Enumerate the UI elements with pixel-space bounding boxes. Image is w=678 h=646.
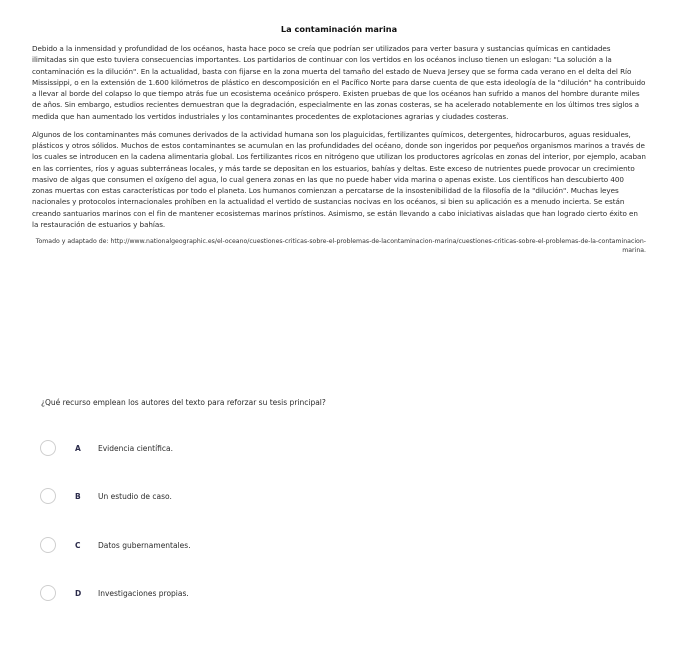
answer-option-a[interactable] bbox=[40, 438, 340, 458]
radio-button-b[interactable] bbox=[40, 488, 56, 504]
article-paragraph-2: Algunos de los contaminantes más comunes derivados de la actividad humana son los plaguicidas, fertilizantes químicos, detergentes, hidrocarburos, aguas residuales, plásticos y otros sólidos. Muchos de estos contaminantes se acumulan en las profundidades del océano, donde son ingeridos por pequeños organismos marinos a través de los cuales se introducen en la cadena alimentaria global. Los fertilizantes ricos en nitrógeno que utilizan los productores agrícolas en zonas del interior, por ejemplo, acaban en las corrientes, ríos y aguas subterráneas locales, y más tarde se depositan en los estuarios, bahías y deltas. Este exceso de nutrientes puede provocar un crecimiento masivo de algas que consumen el oxígeno del agua, lo cual genera zonas en las que no puede haber vida marina o apenas existe. Los científicos han descubierto 400 zonas muertas con estas características por todo el planeta. Los humanos comienzan a percatarse de la insostenibilidad de la filosofía de la "dilución". Muchas leyes nacionales y protocolos internacionales prohíben en la actualidad el vertido de sustancias nocivas en los océanos, si bien su aplicación es a menudo incierta. Se están creando santuarios marinos con el fin de mantener ecosistemas marinos prístinos. Asimismo, se están llevando a cabo iniciativas aisladas que han logrado cierto éxito en la restauración de estuarios y bahías. bbox=[32, 129, 646, 229]
option-letter-c: C bbox=[75, 540, 81, 550]
radio-button-d[interactable] bbox=[40, 585, 56, 601]
option-text-b: Un estudio de caso. bbox=[98, 491, 172, 501]
radio-button-a[interactable] bbox=[40, 440, 56, 456]
option-letter-a: A bbox=[75, 443, 81, 453]
article-source: Tomado y adaptado de: http://www.nationalgeographic.es/el-oceano/cuestiones-criticas-sobre-el-problemas-de-lacontaminacion-marina/cuestiones-criticas-sobre-el-problemas-de-la-contaminacion-marina. bbox=[35, 238, 646, 254]
reading-passage bbox=[32, 24, 646, 255]
article-paragraph-1: Debido a la inmensidad y profundidad de los océanos, hasta hace poco se creía que podrían ser utilizados para verter basura y sustancias químicas en cantidades ilimitadas sin que esto tuviera consecuencias importantes. Los partidarios de continuar con los vertidos en los océanos incluso tienen un eslogan: "La solución a la contaminación es la dilución". En la actualidad, basta con fijarse en la zona muerta del tamaño del estado de Nueva Jersey que se forma cada verano en el delta del Río Mississippi, o en la extensión de 1.600 kilómetros de plástico en descomposición en el Pacífico Norte para darse cuenta de que esta ideología de la "dilución" ha contribuido a llevar al borde del colapso lo que tiempo atrás fue un ecosistema oceánico próspero. Existen pruebas de que los océanos han sufrido a manos del hombre durante miles de años. Sin embargo, estudios recientes demuestran que la degradación, especialmente en las zonas costeras, se ha acelerado notablemente en los últimos tres siglos a medida que han aumentado los vertidos industriales y los contaminantes procedentes de explotaciones agrarias y ciudades costeras. bbox=[32, 44, 646, 121]
option-letter-b: B bbox=[75, 491, 81, 501]
radio-button-c[interactable] bbox=[40, 537, 56, 553]
answer-option-c[interactable] bbox=[40, 535, 340, 555]
article-title: La contaminación marina bbox=[280, 24, 398, 34]
option-letter-d: D bbox=[75, 588, 82, 598]
question-text: ¿Qué recurso emplean los autores del texto para reforzar su tesis principal? bbox=[41, 398, 326, 407]
answer-option-b[interactable] bbox=[40, 486, 340, 506]
option-text-d: Investigaciones propias. bbox=[98, 588, 189, 598]
option-text-a: Evidencia científica. bbox=[98, 443, 174, 453]
option-text-c: Datos gubernamentales. bbox=[98, 540, 191, 550]
answer-option-d[interactable] bbox=[40, 583, 340, 603]
